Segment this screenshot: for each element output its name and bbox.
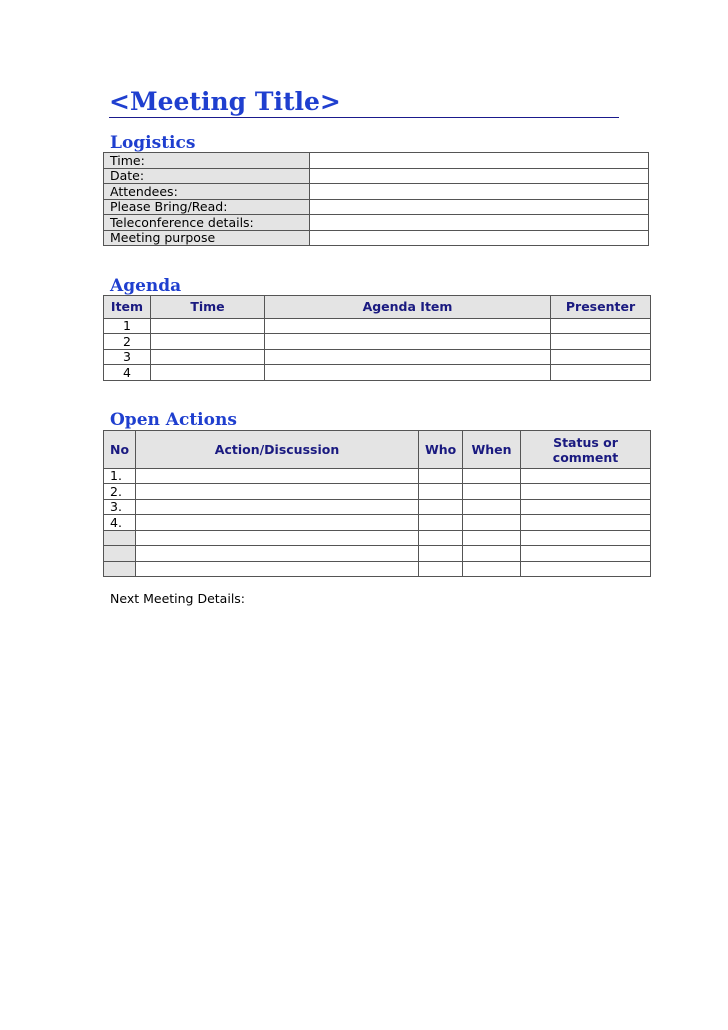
open-actions-table [103,430,651,577]
actions-status-cell[interactable] [521,562,651,577]
actions-when-cell[interactable] [463,515,521,531]
actions-action-cell[interactable] [136,469,419,484]
next-meeting-label: Next Meeting Details: [110,591,246,606]
logistics-value[interactable] [310,153,649,169]
actions-row [104,562,651,577]
actions-no-cell [104,562,136,577]
logistics-label: Attendees: [104,184,310,200]
logistics-value[interactable] [310,184,649,200]
actions-status-cell[interactable] [521,515,651,531]
agenda-presenter-cell[interactable] [551,319,651,334]
actions-who-cell[interactable] [419,546,463,562]
actions-action-cell[interactable] [136,484,419,500]
agenda-item-number: 2 [104,334,151,350]
logistics-label: Please Bring/Read: [104,200,310,215]
agenda-row [104,365,651,381]
logistics-row [104,153,649,169]
agenda-presenter-cell[interactable] [551,365,651,381]
agenda-col-item: Item [104,296,151,319]
agenda-item-cell[interactable] [265,365,551,381]
actions-when-cell[interactable] [463,531,521,546]
logistics-heading: Logistics [110,133,196,153]
agenda-row [104,350,651,365]
actions-no-cell [104,531,136,546]
agenda-item-cell[interactable] [265,350,551,365]
page-title: <Meeting Title> [109,86,619,118]
agenda-row [104,319,651,334]
actions-row [104,515,651,531]
actions-col-who: Who [419,431,463,469]
agenda-time-cell[interactable] [151,334,265,350]
logistics-row [104,215,649,231]
actions-status-cell[interactable] [521,546,651,562]
actions-no-cell [104,546,136,562]
agenda-time-cell[interactable] [151,365,265,381]
actions-status-cell[interactable] [521,469,651,484]
logistics-value[interactable] [310,169,649,184]
logistics-row [104,169,649,184]
actions-no-cell: 3. [104,500,136,515]
agenda-table [103,295,651,381]
actions-when-cell[interactable] [463,484,521,500]
agenda-presenter-cell[interactable] [551,334,651,350]
actions-action-cell[interactable] [136,546,419,562]
agenda-col-agenda-item: Agenda Item [265,296,551,319]
actions-no-cell: 1. [104,469,136,484]
agenda-time-cell[interactable] [151,350,265,365]
open-actions-heading: Open Actions [110,410,237,430]
actions-who-cell[interactable] [419,531,463,546]
actions-who-cell[interactable] [419,515,463,531]
agenda-item-number: 1 [104,319,151,334]
actions-action-cell[interactable] [136,562,419,577]
agenda-heading: Agenda [110,276,182,296]
actions-status-cell[interactable] [521,484,651,500]
logistics-row [104,231,649,246]
actions-status-cell[interactable] [521,500,651,515]
actions-when-cell[interactable] [463,546,521,562]
logistics-row [104,184,649,200]
logistics-label: Teleconference details: [104,215,310,231]
agenda-time-cell[interactable] [151,319,265,334]
agenda-item-cell[interactable] [265,334,551,350]
logistics-label: Date: [104,169,310,184]
agenda-item-number: 4 [104,365,151,381]
logistics-value[interactable] [310,200,649,215]
actions-col-when: When [463,431,521,469]
agenda-col-time: Time [151,296,265,319]
agenda-item-number: 3 [104,350,151,365]
actions-status-cell[interactable] [521,531,651,546]
actions-no-cell: 4. [104,515,136,531]
actions-action-cell[interactable] [136,515,419,531]
actions-when-cell[interactable] [463,469,521,484]
actions-when-cell[interactable] [463,500,521,515]
actions-row [104,546,651,562]
actions-who-cell[interactable] [419,469,463,484]
agenda-row [104,334,651,350]
actions-row [104,484,651,500]
actions-action-cell[interactable] [136,531,419,546]
logistics-table [103,152,649,246]
actions-who-cell[interactable] [419,500,463,515]
actions-no-cell: 2. [104,484,136,500]
actions-who-cell[interactable] [419,484,463,500]
actions-col-action: Action/Discussion [136,431,419,469]
agenda-item-cell[interactable] [265,319,551,334]
actions-when-cell[interactable] [463,562,521,577]
actions-action-cell[interactable] [136,500,419,515]
actions-row [104,531,651,546]
agenda-presenter-cell[interactable] [551,350,651,365]
actions-row [104,469,651,484]
actions-col-no: No [104,431,136,469]
logistics-value[interactable] [310,215,649,231]
actions-who-cell[interactable] [419,562,463,577]
logistics-row [104,200,649,215]
logistics-value[interactable] [310,231,649,246]
logistics-label: Time: [104,153,310,169]
logistics-label: Meeting purpose [104,231,310,246]
actions-col-status: Status or comment [521,431,651,469]
actions-row [104,500,651,515]
agenda-col-presenter: Presenter [551,296,651,319]
